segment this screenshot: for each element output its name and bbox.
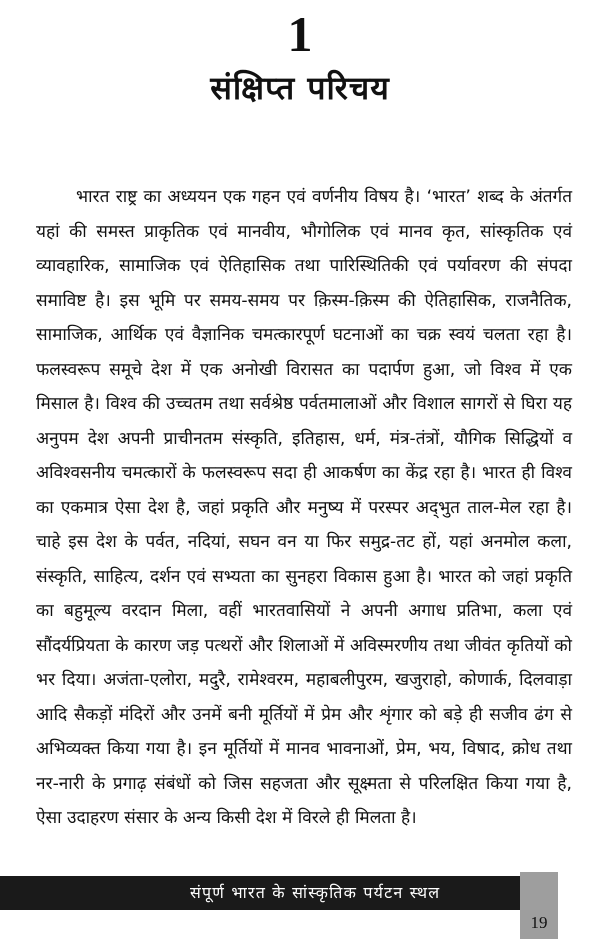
- body-paragraph: भारत राष्ट्र का अध्ययन एक गहन एवं वर्णनीय विषय है। ‘भारत’ शब्द के अंतर्गत यहां की समस्त प्राकृतिक एवं मानवीय, भौगोलिक एवं मानव कृत, सांस्कृतिक एवं व्यावहारिक, सामाजिक एवं ऐतिहासिक तथा पारिस्थितिकी एवं पर्यावरण की संपदा समाविष्ट है। इस भूमि पर समय-समय पर क़िस्म-क़िस्म की ऐतिहासिक, राजनैतिक, सामाजिक, आर्थिक एवं वैज्ञानिक चमत्कारपूर्ण घटनाओं का चक्र स्वयं चलता रहा है। फलस्वरूप समूचे देश में एक अनोखी विरासत का पदार्पण हुआ, जो विश्व में एक मिसाल है। विश्व की उच्चतम तथा सर्वश्रेष्ठ पर्वतमालाओं और विशाल सागरों से घिरा यह अनुपम देश अपनी प्राचीनतम संस्कृति, इतिहास, धर्म, मंत्र-तंत्रों, यौगिक सिद्धियों व अविश्वसनीय चमत्कारों के फलस्वरूप सदा ही आकर्षण का केंद्र रहा है। भारत ही विश्व का एकमात्र ऐसा देश है, जहां प्रकृति और मनुष्य में परस्पर अद्‌भुत ताल-मेल रहा है। चाहे इस देश के पर्वत, नदियां, सघन वन या फिर समुद्र-तट हों, यहां अनमोल कला, संस्कृति, साहित्य, दर्शन एवं सभ्यता का सुनहरा विकास हुआ है। भारत को जहां प्रकृति का बहुमूल्य वरदान मिला, वहीं भारतवासियों ने अपनी अगाध प्रतिभा, कला एवं सौंदर्यप्रियता के कारण जड़ पत्थरों और शिलाओं में अविस्मरणीय तथा जीवंत कृतियों को भर दिया। अजंता-एलोरा, मदुरै, रामेश्वरम, महाबलीपुरम, खजुराहो, कोणार्क, दिलवाड़ा आदि सैकड़ों मंदिरों और उनमें बनी मूर्तियों में प्रेम और शृंगार को बड़े ही सजीव ढंग से अभिव्यक्त किया गया है। इन मूर्तियों में मानव भावनाओं, प्रेम, भय, विषाद, क्रोध तथा नर-नारी के प्रगाढ़ संबंधों को जिस सहजता और सूक्ष्मता से परिलक्षित किया गया है, ऐसा उदाहरण संसार के अन्य किसी देश में विरले ही मिलता है।: [36, 187, 572, 828]
- page-number: 19: [530, 913, 548, 932]
- footer-book-title: संपूर्ण भारत के सांस्कृतिक पर्यटन स्थल: [190, 883, 441, 902]
- chapter-title: संक्षिप्त परिचय: [210, 69, 390, 107]
- chapter-number: 1: [287, 6, 313, 62]
